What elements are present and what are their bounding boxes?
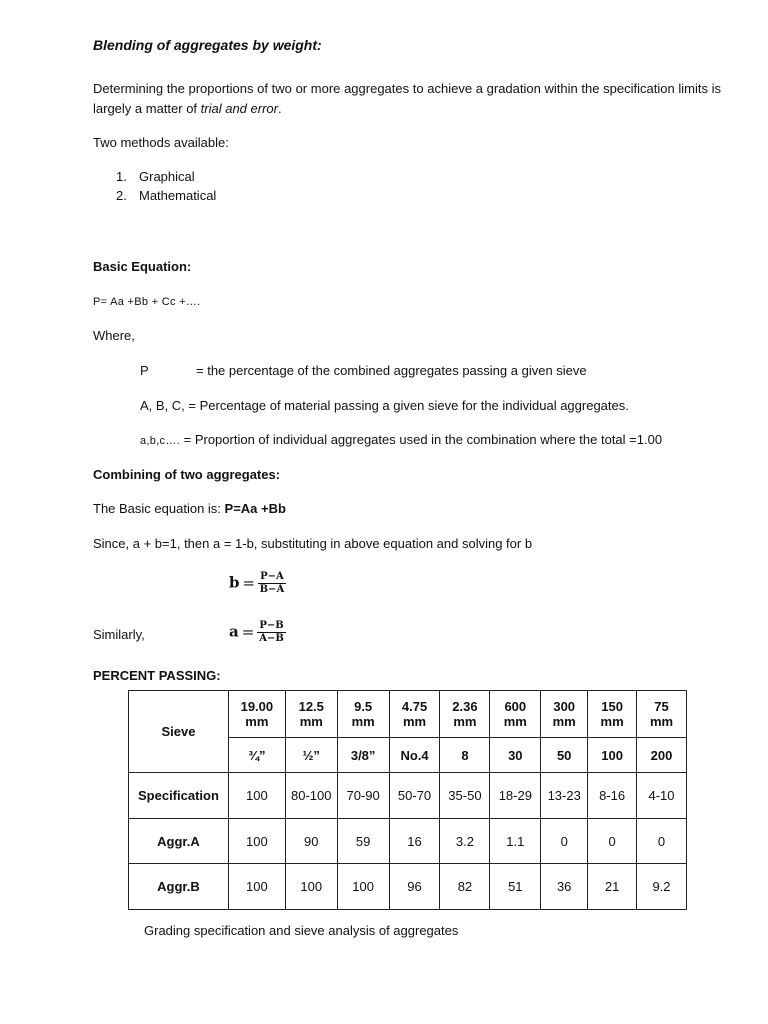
formula-b-numerator: P−A [260,571,284,582]
similarly-label: Similarly, [93,627,145,642]
basic-equation: P= Aa +Bb + Cc +…. [93,296,201,308]
size-unit: mm [503,714,527,729]
intro-text: Determining the proportions of two or more aggregates to achieve a gradation within the specification limits is largely a matter of [93,81,721,116]
size-imperial-cell: ¾” [228,738,285,773]
method-label: Graphical [139,169,195,184]
size-unit: mm [649,714,674,729]
methods-heading: Two methods available: [93,135,229,150]
where-label: Where, [93,328,135,343]
table-cell: 80-100 [285,773,337,819]
size-unit: mm [453,714,477,729]
table-cell: 16 [389,819,440,864]
basic-eq-two-prefix: The Basic equation is: [93,501,225,516]
row-label: Specification [129,773,229,819]
size-value: 2.36 [452,699,478,714]
percent-passing-heading: PERCENT PASSING: [93,668,221,683]
table-cell: 100 [228,864,285,910]
row-label: Aggr.B [129,864,229,910]
size-imperial-cell: No.4 [389,738,440,773]
method-label: Mathematical [139,188,217,203]
table-cell: 35-50 [440,773,490,819]
table-cell: 18-29 [490,773,541,819]
size-mm-cell [440,691,490,738]
size-imperial-cell: 3/8” [337,738,389,773]
since-line: Since, a + b=1, then a = 1-b, substituting in above equation and solving for b [93,536,533,551]
basic-equation-heading: Basic Equation: [93,259,192,274]
table-row-specification [129,773,687,819]
size-imperial-cell: 100 [588,738,637,773]
table-cell: 100 [337,864,389,910]
definition-p-term: P [140,363,149,378]
size-value: 9.5 [354,699,373,714]
formula-a-lhs: a [229,622,239,641]
formula-b [229,571,286,596]
size-imperial-cell: 200 [637,738,687,773]
table-cell: 4-10 [637,773,687,819]
size-mm-cell [588,691,637,738]
formula-a [229,620,286,645]
size-mm-cell [228,691,285,738]
formula-b-equals: = [242,573,256,592]
basic-eq-two-eq: P=Aa +Bb [224,501,286,516]
size-mm-cell [337,691,389,738]
size-mm-cell [541,691,588,738]
row-label: Aggr.A [129,819,229,864]
combining-heading: Combining of two aggregates: [93,467,281,482]
size-mm-cell [637,691,687,738]
size-value: 12.5 [298,699,324,714]
table-cell: 59 [337,819,389,864]
table-cell: 36 [541,864,588,910]
sieve-header: Sieve [129,691,229,773]
table-cell: 96 [389,864,440,910]
table-cell: 21 [588,864,637,910]
formula-a-fraction [257,620,285,645]
formula-a-numerator: P−B [259,620,284,631]
table-cell: 8-16 [588,773,637,819]
table-cell: 3.2 [440,819,490,864]
size-mm-cell [490,691,541,738]
intro-emphasis: trial and error [200,101,278,116]
size-value: 19.00 [240,699,274,714]
basic-eq-two [93,500,286,518]
table-cell: 0 [541,819,588,864]
table-cell: 9.2 [637,864,687,910]
table-cell: 0 [637,819,687,864]
method-item-2 [116,187,217,205]
table-cell: 100 [285,864,337,910]
intro-paragraph [93,79,721,119]
definition-p-desc: = the percentage of the combined aggregates passing a given sieve [196,363,587,378]
table-caption: Grading specification and sieve analysis of aggregates [144,923,459,938]
method-number: 2. [116,188,127,203]
method-item-1 [116,168,195,186]
table-row-aggr-a [129,819,687,864]
table-cell: 51 [490,864,541,910]
table-cell: 70-90 [337,773,389,819]
size-unit: mm [552,714,576,729]
size-value: 150 [601,699,623,714]
table-row-aggr-b [129,864,687,910]
table-cell: 1.1 [490,819,541,864]
formula-b-fraction [258,571,286,596]
table-cell: 82 [440,864,490,910]
size-unit: mm [600,714,624,729]
size-imperial-cell: 30 [490,738,541,773]
size-value: 600 [504,699,527,714]
definition-small-abc [140,431,662,450]
intro-end: . [277,101,282,116]
table-cell: 13-23 [541,773,588,819]
table-cell: 50-70 [389,773,440,819]
size-value: 300 [553,699,576,714]
size-unit: mm [245,714,269,729]
formula-a-denominator: A−B [259,633,284,644]
size-unit: mm [351,714,375,729]
definition-abc: A, B, C, = Percentage of material passing a given sieve for the individual aggregates. [140,398,629,413]
table-cell: 0 [588,819,637,864]
size-imperial-cell: 50 [541,738,588,773]
size-value: 4.75 [401,699,428,714]
page-title: Blending of aggregates by weight: [93,37,322,53]
size-imperial-cell: 8 [440,738,490,773]
size-unit: mm [299,714,323,729]
table-cell: 90 [285,819,337,864]
table-cell: 100 [228,773,285,819]
method-number: 1. [116,169,127,184]
formula-b-lhs: b [229,573,240,592]
size-mm-cell [285,691,337,738]
definition-small-term: a,b,c…. [140,435,181,447]
definition-small-desc: = Proportion of individual aggregates used in the combination where the total =1.00 [180,432,663,447]
size-mm-cell [389,691,440,738]
size-imperial-cell: ½” [285,738,337,773]
table-cell: 100 [228,819,285,864]
formula-b-denominator: B−A [259,584,285,595]
size-unit: mm [402,714,427,729]
size-value: 75 [654,699,669,714]
sieve-table [128,690,687,910]
formula-a-equals: = [241,622,255,641]
